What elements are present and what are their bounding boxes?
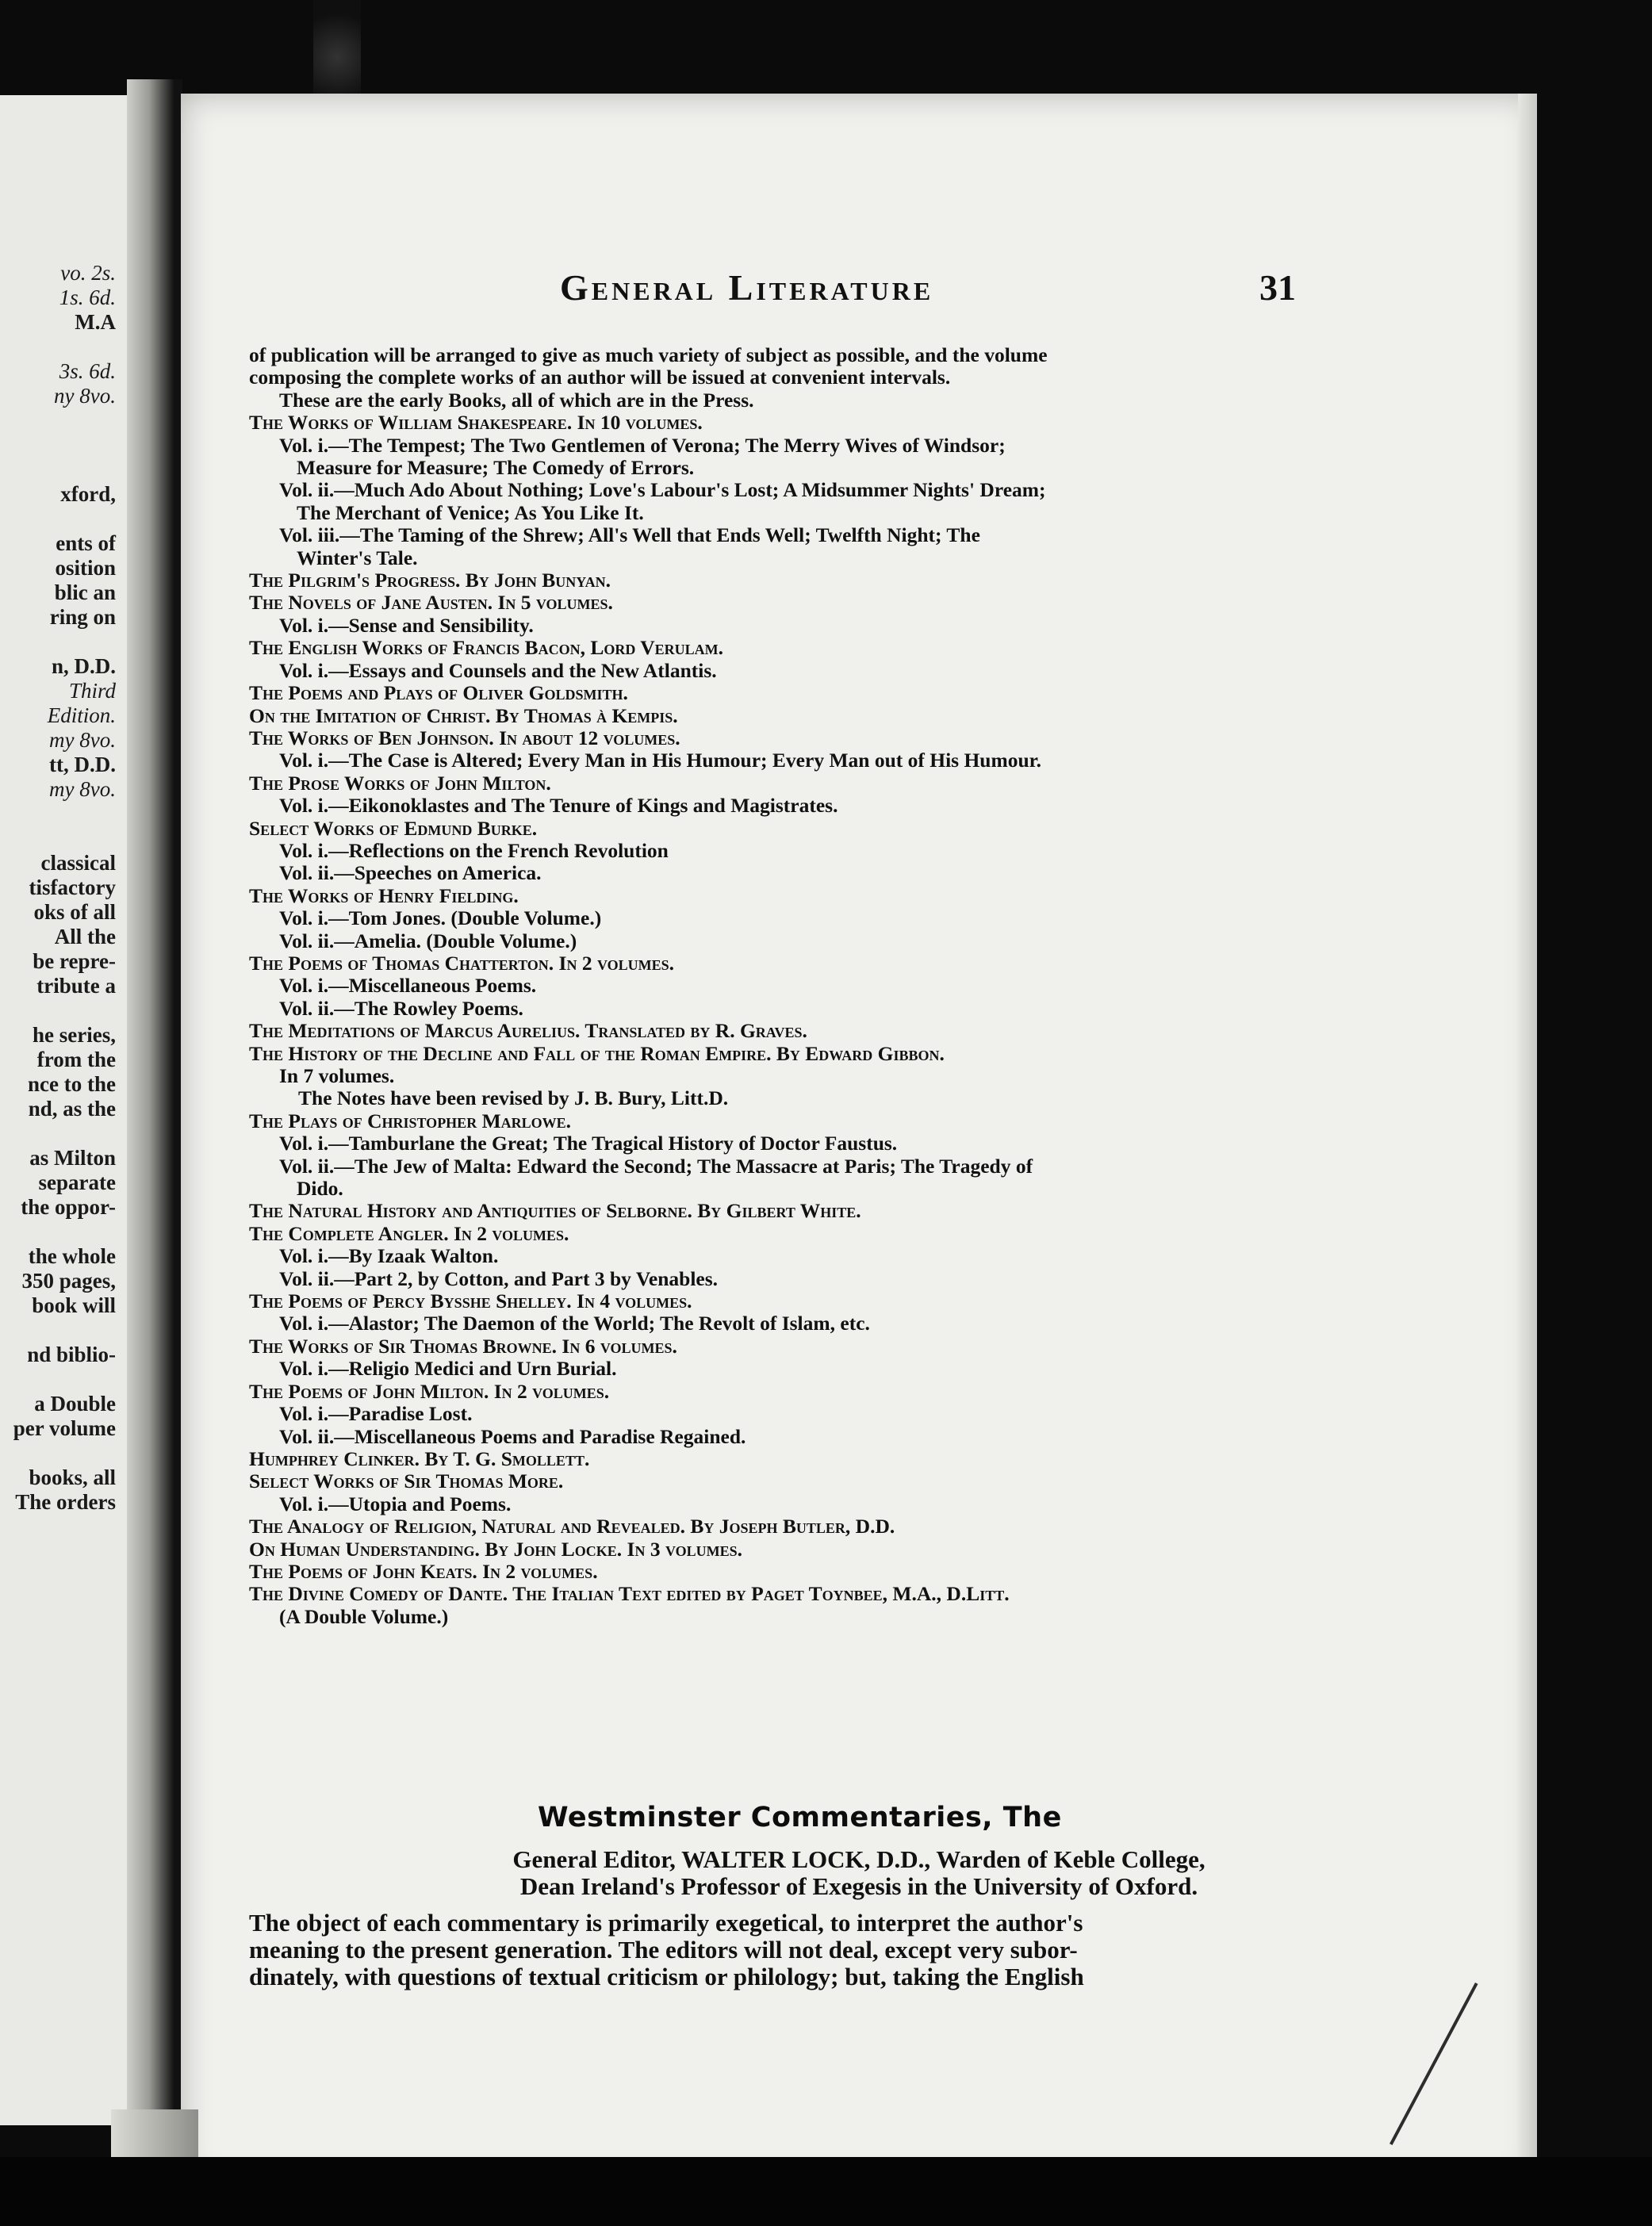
- paragraph-line: dinately, with questions of textual criticism or philology; but, taking the English: [249, 1964, 1084, 1990]
- left-page-line: per volume: [13, 1416, 116, 1440]
- book-list-line: Vol. ii.—Part 2, by Cotton, and Part 3 by Venables.: [279, 1267, 719, 1290]
- book-title-entry: The Poems of Percy Bysshe Shelley. In 4 volumes.: [249, 1290, 692, 1313]
- section-paragraph: [249, 1910, 1355, 1990]
- left-page-line: nd, as the: [28, 1097, 116, 1121]
- left-page-line: xford,: [60, 482, 116, 506]
- left-page-line: the oppor-: [21, 1195, 116, 1219]
- left-page-line: osition: [55, 556, 116, 580]
- left-page-line: tribute a: [36, 974, 116, 998]
- editor-line: General Editor, WALTER LOCK, D.D., Warden of Keble College,: [512, 1845, 1205, 1873]
- book-title-entry: The Plays of Christopher Marlowe.: [249, 1109, 572, 1132]
- book-list-line: Vol. i.—The Case is Altered; Every Man in His Humour; Every Man out of His Humour.: [279, 749, 1041, 772]
- book-list-line: Vol. ii.—The Jew of Malta: Edward the Second; The Massacre at Paris; The Tragedy of: [279, 1155, 1033, 1178]
- editor-block: [181, 1846, 1537, 1900]
- book-list-line: Winter's Tale.: [297, 546, 418, 569]
- book-list-line: These are the early Books, all of which are in the Press.: [279, 389, 754, 412]
- book-list-line: Vol. i.—Essays and Counsels and the New Atlantis.: [279, 659, 717, 682]
- left-page-line: ny 8vo.: [54, 384, 116, 408]
- left-page-line: All the: [54, 925, 116, 948]
- book-list-line: Vol. i.—Alastor; The Daemon of the World; The Revolt of Islam, etc.: [279, 1312, 870, 1335]
- book-gutter: [127, 79, 182, 2157]
- left-page-line: he series,: [33, 1023, 116, 1047]
- book-title-entry: The Meditations of Marcus Aurelius. Translated by R. Graves.: [249, 1020, 807, 1043]
- book-title-entry: The Works of Henry Fielding.: [249, 884, 519, 907]
- left-page-line: separate: [38, 1170, 116, 1194]
- left-page-line: blic an: [54, 580, 116, 604]
- left-page-line: classical: [40, 851, 116, 875]
- book-title-entry: The Natural History and Antiquities of Selborne. By Gilbert White.: [249, 1200, 861, 1223]
- library-stamp-mark: [313, 0, 361, 95]
- book-title-entry: Humphrey Clinker. By T. G. Smollett.: [249, 1447, 590, 1470]
- book-list-line: Vol. i.—Eikonoklastes and The Tenure of Kings and Magistrates.: [279, 795, 838, 818]
- left-page-line: 3s. 6d.: [59, 359, 116, 383]
- book-list-line: Vol. iii.—The Taming of the Shrew; All's Well that Ends Well; Twelfth Night; The: [279, 524, 980, 547]
- left-page-line: Third: [68, 679, 116, 703]
- left-page-line: The orders: [15, 1490, 116, 1514]
- book-title-entry: The Works of William Shakespeare. In 10 volumes.: [249, 412, 703, 435]
- book-list-line: Dido.: [297, 1178, 343, 1201]
- book-title-entry: The Works of Sir Thomas Browne. In 6 volumes.: [249, 1335, 677, 1358]
- book-list-line: Vol. i.—Miscellaneous Poems.: [279, 975, 537, 998]
- book-list-line: Vol. i.—Tom Jones. (Double Volume.): [279, 907, 602, 930]
- left-page-line: my 8vo.: [49, 777, 116, 801]
- left-page-line: M.A: [75, 310, 116, 334]
- book-list-line: Vol. ii.—Miscellaneous Poems and Paradise Regained.: [279, 1425, 746, 1448]
- book-title-entry: On the Imitation of Christ. By Thomas à Kempis.: [249, 704, 678, 727]
- left-page-line: from the: [36, 1048, 116, 1071]
- left-page-line: a Double: [34, 1392, 116, 1416]
- book-title-entry: The Poems of John Keats. In 2 volumes.: [249, 1560, 598, 1583]
- book-list-line: The Merchant of Venice; As You Like It.: [297, 501, 644, 524]
- book-list-line: Vol. i.—Reflections on the French Revolution: [279, 839, 669, 862]
- book-title-entry: The Pilgrim's Progress. By John Bunyan.: [249, 569, 611, 592]
- book-list-line: Vol. ii.—Much Ado About Nothing; Love's Labour's Lost; A Midsummer Nights' Dream;: [279, 479, 1046, 502]
- book-title-entry: The Poems of Thomas Chatterton. In 2 volumes.: [249, 952, 674, 975]
- book-title-entry: The Divine Comedy of Dante. The Italian Text edited by Paget Toynbee, M.A., D.Litt.: [249, 1583, 1010, 1606]
- left-page-line: tt, D.D.: [49, 753, 116, 776]
- book-list-line: Measure for Measure; The Comedy of Errors.: [297, 457, 695, 480]
- book-title-entry: The Poems and Plays of Oliver Goldsmith.: [249, 682, 628, 705]
- book-list-line: Vol. i.—The Tempest; The Two Gentlemen of Verona; The Merry Wives of Windsor;: [279, 434, 1006, 457]
- left-page-line: my 8vo.: [49, 728, 116, 752]
- book-title-entry: The Novels of Jane Austen. In 5 volumes.: [249, 592, 613, 615]
- left-page-line: tisfactory: [29, 875, 116, 899]
- book-title-entry: The Prose Works of John Milton.: [249, 772, 551, 795]
- section-heading: Westminster Commentaries, The: [538, 1802, 1062, 1833]
- book-list-line: Vol. i.—By Izaak Walton.: [279, 1245, 499, 1268]
- left-page-line: nce to the: [28, 1072, 116, 1096]
- book-list-line: (A Double Volume.): [279, 1605, 449, 1628]
- book-title-entry: The Complete Angler. In 2 volumes.: [249, 1222, 569, 1245]
- book-list-line: Vol. ii.—Amelia. (Double Volume.): [279, 929, 577, 952]
- left-page-line: nd biblio-: [27, 1343, 116, 1366]
- book-title-entry: Select Works of Sir Thomas More.: [249, 1470, 564, 1493]
- left-page-line: the whole: [28, 1244, 116, 1268]
- left-page-line: Edition.: [47, 703, 116, 727]
- book-list-line: The Notes have been revised by J. B. Bury, Litt.D.: [298, 1087, 729, 1110]
- book-list-line: Vol. i.—Paradise Lost.: [279, 1403, 473, 1426]
- book-list-line: Vol. ii.—Speeches on America.: [279, 862, 542, 885]
- editor-line: Dean Ireland's Professor of Exegesis in the University of Oxford.: [519, 1872, 1198, 1900]
- book-title-entry: The English Works of Francis Bacon, Lord Verulam.: [249, 637, 724, 660]
- left-page-line: book will: [32, 1293, 116, 1317]
- left-page-line: ring on: [49, 605, 116, 629]
- left-facing-page: [0, 95, 127, 2125]
- left-page-line: 1s. 6d.: [59, 285, 116, 309]
- book-title-entry: Select Works of Edmund Burke.: [249, 817, 538, 840]
- page-number: 31: [1259, 267, 1296, 308]
- book-title-entry: The Poems of John Milton. In 2 volumes.: [249, 1380, 610, 1403]
- book-list-line: Vol. i.—Religio Medici and Urn Burial.: [279, 1358, 617, 1381]
- left-page-line: vo. 2s.: [60, 261, 116, 285]
- scan-background: [0, 2157, 1652, 2226]
- book-list: [249, 344, 1355, 1628]
- book-title-entry: The Works of Ben Johnson. In about 12 volumes.: [249, 726, 680, 749]
- left-page-line: as Milton: [29, 1146, 116, 1170]
- left-page-line: 350 pages,: [21, 1269, 116, 1293]
- page-edge: [1518, 94, 1537, 2187]
- left-page-line: books, all: [29, 1465, 116, 1489]
- book-list-line: Vol. i.—Utopia and Poems.: [279, 1492, 512, 1515]
- book-title-entry: The Analogy of Religion, Natural and Revealed. By Joseph Butler, D.D.: [249, 1515, 895, 1538]
- book-title-entry: On Human Understanding. By John Locke. In 3 volumes.: [249, 1538, 742, 1561]
- paragraph-line: meaning to the present generation. The editors will not deal, except very subor-: [249, 1937, 1078, 1964]
- book-list-line: Vol. i.—Sense and Sensibility.: [279, 614, 534, 637]
- book-list-line: composing the complete works of an author will be issued at convenient intervals.: [249, 366, 951, 389]
- book-list-line: In 7 volumes.: [279, 1065, 395, 1087]
- right-page: [181, 94, 1537, 2187]
- running-header: General Literature: [560, 267, 934, 308]
- left-page-line: ents of: [56, 531, 116, 555]
- book-title-entry: The History of the Decline and Fall of the Roman Empire. By Edward Gibbon.: [249, 1042, 945, 1065]
- left-page-line: n, D.D.: [51, 654, 116, 678]
- book-list-line: of publication will be arranged to give as much variety of subject as possible, and the volume: [249, 344, 1048, 366]
- left-page-line: oks of all: [33, 900, 116, 924]
- book-list-line: Vol. ii.—The Rowley Poems.: [279, 997, 523, 1020]
- left-page-line: be repre-: [33, 949, 116, 973]
- book-list-line: Vol. i.—Tamburlane the Great; The Tragical History of Doctor Faustus.: [279, 1132, 898, 1155]
- paragraph-line: The object of each commentary is primarily exegetical, to interpret the author's: [249, 1910, 1083, 1937]
